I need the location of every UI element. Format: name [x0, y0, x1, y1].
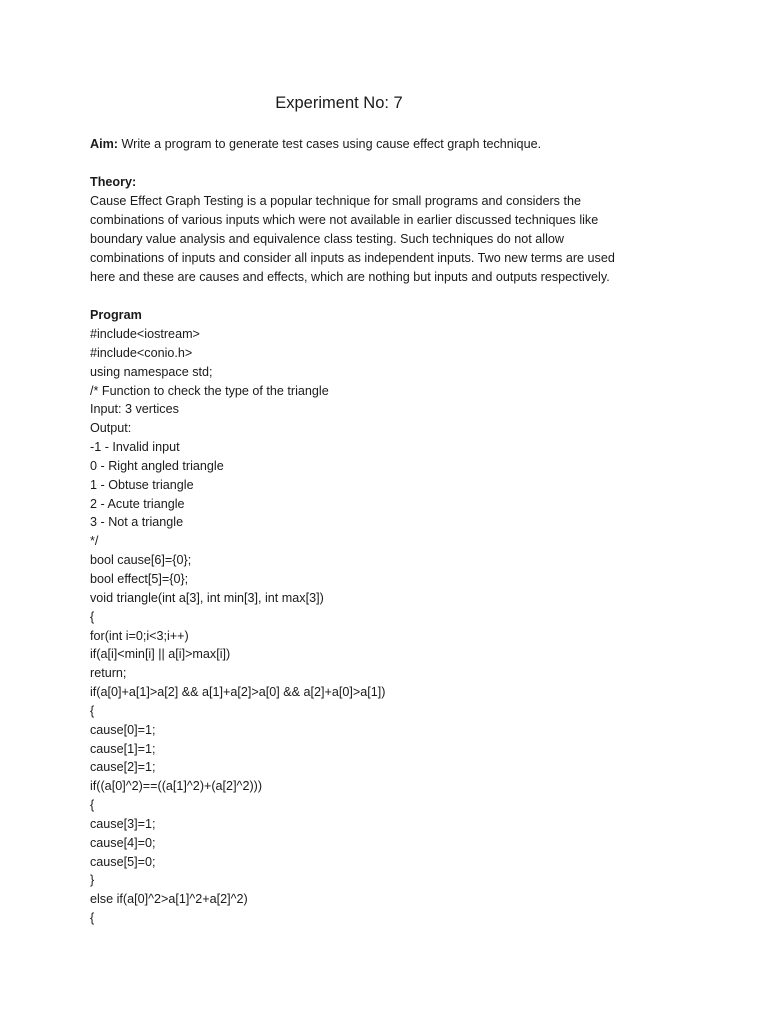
program-code [90, 325, 690, 928]
code-line: #include<iostream> [90, 327, 200, 341]
code-line: { [90, 798, 95, 813]
code-line: cause[0]=1; [90, 722, 156, 737]
code-line: void triangle(int a[3], int min[3], int max[3]) [90, 590, 324, 605]
aim-text: Write a program to generate test cases using cause effect graph technique. [118, 137, 542, 151]
theory-paragraph [90, 192, 690, 287]
code-line: cause[3]=1; [90, 816, 156, 831]
code-line: 1 - Obtuse triangle [90, 477, 194, 492]
theory-heading: Theory: [90, 175, 137, 189]
code-line: bool cause[6]={0}; [90, 553, 192, 568]
code-line: cause[2]=1; [90, 760, 156, 775]
theory-line: combinations of inputs and consider all inputs as independent inputs. Two new terms are used [90, 251, 615, 265]
theory-line: boundary value analysis and equivalence class testing. Such techniques do not allow [90, 232, 564, 246]
code-line: else if(a[0]^2>a[1]^2+a[2]^2) [90, 892, 248, 907]
code-line: cause[5]=0; [90, 854, 156, 869]
code-line: */ [90, 534, 99, 549]
theory-line: here and these are causes and effects, which are nothing but inputs and outputs respectively. [90, 270, 610, 284]
code-line: if(a[0]+a[1]>a[2] && a[1]+a[2]>a[0] && a[2]+a[0]>a[1]) [90, 685, 386, 700]
program-heading: Program [90, 308, 142, 322]
code-line: if(a[i]<min[i] || a[i]>max[i]) [90, 647, 231, 662]
code-line: if((a[0]^2)==((a[1]^2)+(a[2]^2))) [90, 779, 263, 794]
code-line: Output: [90, 421, 132, 436]
code-line: bool effect[5]={0}; [90, 571, 189, 586]
code-line: #include<conio.h> [90, 345, 193, 360]
document-body [90, 135, 690, 928]
code-line: { [90, 703, 95, 718]
aim-label: Aim: [90, 137, 118, 151]
code-line: { [90, 911, 95, 926]
code-line: } [90, 873, 95, 888]
theory-line: Cause Effect Graph Testing is a popular technique for small programs and considers the [90, 194, 581, 208]
code-line: return; [90, 666, 127, 681]
code-line: 0 - Right angled triangle [90, 458, 224, 473]
aim-paragraph [90, 135, 690, 154]
code-line: { [90, 609, 95, 624]
code-line: 3 - Not a triangle [90, 515, 184, 530]
theory-line: combinations of various inputs which were not available in earlier discussed techniques like [90, 213, 599, 227]
code-line: /* Function to check the type of the triangle [90, 383, 329, 398]
code-line: -1 - Invalid input [90, 440, 180, 455]
code-line: Input: 3 vertices [90, 402, 179, 417]
page-title: Experiment No: 7 [275, 94, 403, 112]
code-line: cause[1]=1; [90, 741, 156, 756]
code-line: using namespace std; [90, 364, 213, 379]
code-line: for(int i=0;i<3;i++) [90, 628, 189, 643]
code-line: cause[4]=0; [90, 835, 156, 850]
code-line: 2 - Acute triangle [90, 496, 185, 511]
